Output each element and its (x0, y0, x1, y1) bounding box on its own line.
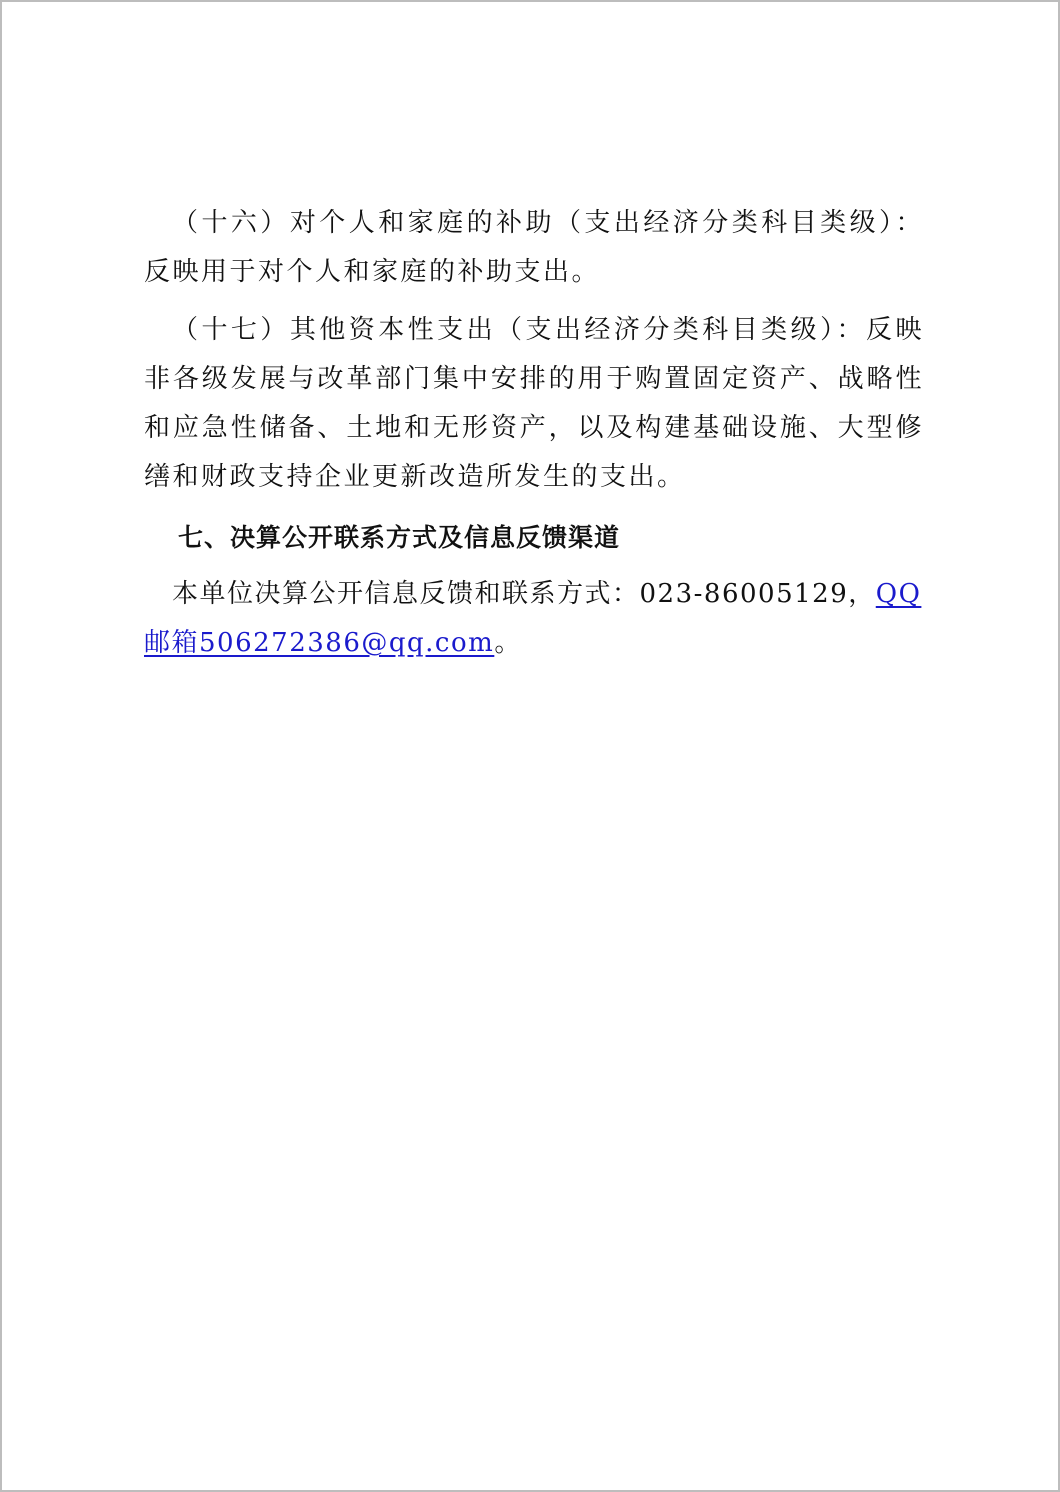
paragraph-other-capital-label: （十七）其他资本性支出（支出经济分类科目类级）： (172, 315, 867, 345)
page-content (144, 199, 924, 668)
paragraph-other-capital (144, 306, 924, 502)
paragraph-subsidy-text: 反映用于对个人和家庭的补助支出。 (144, 257, 601, 287)
section-heading: 七、决算公开联系方式及信息反馈渠道 (178, 523, 621, 552)
contact-text: 本单位决算公开信息反馈和联系方式：023-86005129， (172, 579, 876, 609)
paragraph-other-capital-text: 反映非各级发展与改革部门集中安排的用于购置固定资产、战略性和应急性储备、土地和无形资产，以及构建基础设施、大型修缮和财政支持企业更新改造所发生的支出。 (144, 315, 924, 492)
paragraph-subsidy (144, 199, 924, 297)
contact-end: 。 (494, 628, 522, 658)
contact-paragraph (144, 570, 924, 668)
paragraph-subsidy-label: （十六）对个人和家庭的补助（支出经济分类科目类级）： (172, 208, 924, 238)
email-link[interactable]: QQ邮箱506272386@qq.com (144, 579, 922, 658)
